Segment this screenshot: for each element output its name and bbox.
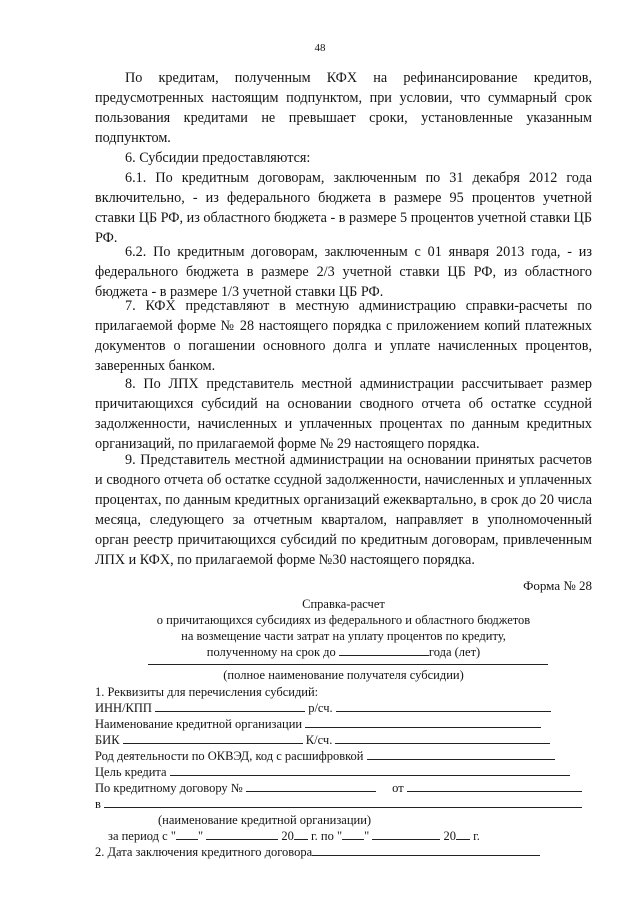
inn-row: ИНН/КПП р/сч. bbox=[95, 700, 592, 716]
period-row: за период с " " 20 г. по " " 20 г. bbox=[108, 829, 480, 843]
section-2-row: 2. Дата заключения кредитного договора bbox=[95, 844, 592, 860]
form-subtitle-1: о причитающихся субсидиях из федерального и областного бюджетов bbox=[156, 613, 531, 627]
paragraph-6: 6. Субсидии предоставляются: bbox=[125, 150, 311, 166]
term-field[interactable] bbox=[339, 644, 429, 656]
bank-field[interactable] bbox=[104, 796, 582, 808]
contract-row: По кредитному договору № от bbox=[95, 780, 592, 796]
goal-field[interactable] bbox=[170, 764, 570, 776]
period-start-day-field[interactable] bbox=[176, 828, 198, 840]
paragraph-8: 8. По ЛПХ представитель местной администрации рассчитывает размер причитающихся субсидий на основании сводного отчета об остатке ссудной задолженности, начисленных и уплаченных процентах по данным кредитных организаций, по прилагаемой форме № 29 настоящего порядка. bbox=[95, 376, 592, 452]
goal-row: Цель кредита bbox=[95, 764, 592, 780]
bik-row: БИК К/сч. bbox=[95, 732, 592, 748]
bank-caption: (наименование кредитной организации) bbox=[158, 813, 372, 827]
ks-field[interactable] bbox=[335, 732, 550, 744]
period-start-month-field[interactable] bbox=[206, 828, 278, 840]
period-end-month-field[interactable] bbox=[372, 828, 440, 840]
period-end-year-field[interactable] bbox=[456, 828, 470, 840]
contract-conclusion-date-field[interactable] bbox=[312, 844, 540, 856]
page-number: 48 bbox=[314, 42, 326, 54]
bank-row: в bbox=[95, 796, 592, 812]
bik-field[interactable] bbox=[123, 732, 303, 744]
form-title: Справка-расчет bbox=[302, 597, 385, 611]
period-start-year-field[interactable] bbox=[294, 828, 308, 840]
paragraph-6-2: 6.2. По кредитным договорам, заключенным с 01 января 2013 года, - из федерального бюджета в размере 2/3 учетной ставки ЦБ РФ, из областного бюджета - в размере 1/3 учетной ставки ЦБ РФ. bbox=[95, 244, 592, 300]
contract-number-field[interactable] bbox=[246, 780, 376, 792]
okved-row: Род деятельности по ОКВЭД, код с расшифровкой bbox=[95, 748, 592, 764]
recipient-caption: (полное наименование получателя субсидии) bbox=[223, 668, 464, 682]
paragraph-6-1: 6.1. По кредитным договорам, заключенным по 31 декабря 2012 года включительно, - из федерального бюджета в размере 95 процентов учетной ставки ЦБ РФ, из областного бюджета - в размере 5 процентов учетной ставки ЦБ РФ. bbox=[95, 170, 592, 246]
inn-field[interactable] bbox=[155, 700, 305, 712]
recipient-name-line[interactable] bbox=[148, 664, 548, 665]
contract-date-field[interactable] bbox=[407, 780, 582, 792]
paragraph-refinancing: По кредитам, полученным КФХ на рефинансирование кредитов, предусмотренных настоящим подпунктом, при условии, что суммарный срок пользования кредитами не превышает сроки, установленные указанным подпунктом. bbox=[95, 70, 592, 146]
okved-field[interactable] bbox=[367, 748, 555, 760]
form-subtitle-3: полученному на срок до года (лет) bbox=[206, 645, 481, 659]
bank-name-row: Наименование кредитной организации bbox=[95, 716, 592, 732]
section-1-heading: 1. Реквизиты для перечисления субсидий: bbox=[95, 685, 319, 699]
paragraph-9: 9. Представитель местной администрации на основании принятых расчетов и сводного отчета об остатке ссудной задолженности, начисленных и уплаченных процентах, по данным кредитных организаций ежеквартально, в срок до 20 числа месяца, следующего за отчетным кварталом, направляет в уполномоченный орган реестр причитающихся субсидий по кредитным договорам, привлеченным ЛПХ и КФХ, по прилагаемой форме №30 настоящего порядка. bbox=[95, 452, 592, 568]
rs-field[interactable] bbox=[336, 700, 551, 712]
period-end-day-field[interactable] bbox=[342, 828, 364, 840]
bank-name-field[interactable] bbox=[305, 716, 541, 728]
form-subtitle-2: на возмещение части затрат на уплату процентов по кредиту, bbox=[181, 629, 506, 643]
paragraph-7: 7. КФХ представляют в местную администрацию справки-расчеты по прилагаемой форме № 28 настоящего порядка с приложением копий платежных документов о погашении основного долга и уплате начисленных процентов, заверенных банком. bbox=[95, 298, 592, 374]
form-label: Форма № 28 bbox=[523, 578, 592, 593]
